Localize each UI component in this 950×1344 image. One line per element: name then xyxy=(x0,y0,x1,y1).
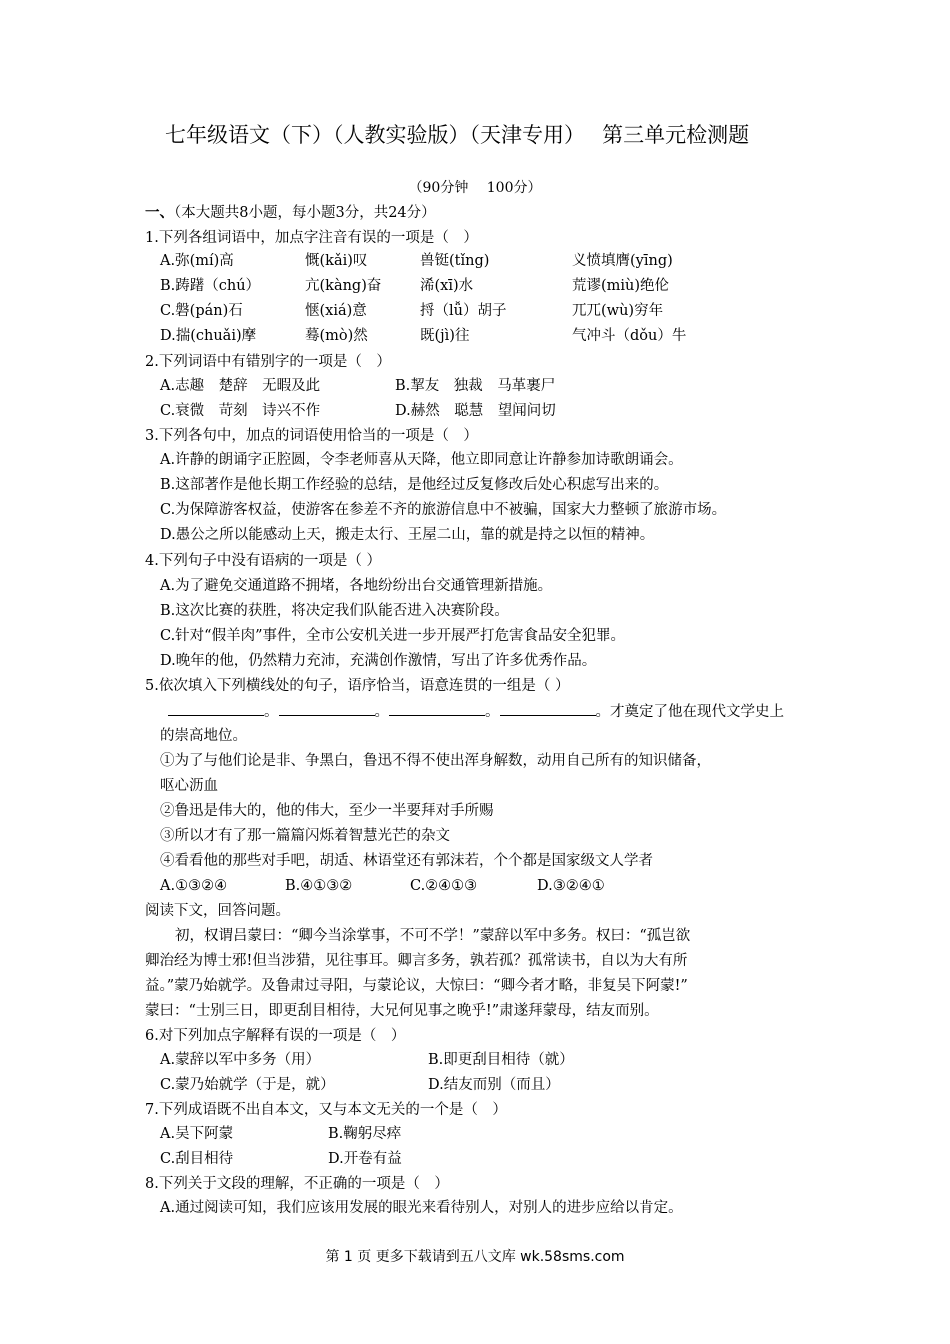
q5-item-4: ④看看他的那些对手吧，胡适、林语堂还有郭沫若，个个都是国家级文人学者 xyxy=(160,853,653,869)
q7-option-a: A.吴下阿蒙 xyxy=(160,1126,234,1142)
q4-option-d: D.晚年的他，仍然精力充沛，充满创作激情，写出了许多优秀作品。 xyxy=(160,653,597,669)
q8-option-a: A.通过阅读可知，我们应该用发展的眼光来看待别人，对别人的进步应给以肯定。 xyxy=(160,1200,683,1216)
section-number: 一、 xyxy=(145,204,174,221)
q5-item-3: ③所以才有了那一篇篇闪烁着智慧光芒的杂文 xyxy=(160,828,450,844)
q1-option-b3: 浠(xī)水 xyxy=(420,278,474,294)
passage-line-4: 蒙曰：“士别三日，即更刮目相待，大兄何见事之晚乎!”肃遂拜蒙母，结友而别。 xyxy=(145,1003,659,1019)
q1-option-c4: 兀兀(wù)穷年 xyxy=(572,303,664,319)
q5-choice-b: B.④①③② xyxy=(285,878,353,894)
q1-option-c1: C.磐(pán)石 xyxy=(160,303,243,319)
q2-option-b: B.挈友 独裁 马革裹尸 xyxy=(395,378,556,394)
blank-tail-text: 。才奠定了他在现代文学史上 xyxy=(595,704,784,720)
q5-item-1: ①为了与他们论是非、争黑白，鲁迅不得不使出浑身解数，动用自己所有的知识储备， xyxy=(160,753,711,769)
question-2-stem: 2.下列词语中有错别字的一项是（ ） xyxy=(145,354,391,370)
q5-choice-a: A.①③②④ xyxy=(160,878,228,894)
q6-option-d: D.结友而别（而且） xyxy=(428,1077,560,1093)
section-heading xyxy=(145,203,436,223)
question-4-stem: 4.下列句子中没有语病的一项是（ ） xyxy=(145,553,381,569)
q1-option-a4: 义愤填膺(yīng) xyxy=(572,253,673,269)
q1-option-d4: 气冲斗（dǒu）牛 xyxy=(572,328,687,344)
q3-option-c: C.为保障游客权益，使游客在参差不齐的旅游信息中不被骗，国家大力整顿了旅游市场。 xyxy=(160,502,727,518)
blank-separator: 。 xyxy=(264,704,279,720)
q4-option-b: B.这次比赛的获胜，将决定我们队能否进入决赛阶段。 xyxy=(160,603,509,619)
question-3-stem: 3.下列各句中，加点的词语使用恰当的一项是（ ） xyxy=(145,428,478,444)
blank-separator: 。 xyxy=(374,704,389,720)
q5-tail-continuation: 的崇高地位。 xyxy=(160,728,247,744)
q1-option-a3: 兽铤(tǐng) xyxy=(420,253,490,269)
q6-option-c: C.蒙乃始就学（于是，就） xyxy=(160,1077,335,1093)
q5-item-2: ②鲁迅是伟大的，他的伟大，至少一半要拜对手所赐 xyxy=(160,803,494,819)
q5-item-1-continued: 呕心沥血 xyxy=(160,778,218,794)
passage-line-1: 初，权谓吕蒙曰：“卿今当涂掌事，不可不学！”蒙辞以军中多务。权曰：“孤岂欲 xyxy=(175,928,691,944)
q1-option-c2: 惬(xiá)意 xyxy=(305,303,367,319)
page-footer: 第 1 页 更多下载请到五八文库 wk.58sms.com xyxy=(325,1249,625,1265)
q3-option-b: B.这部著作是他长期工作经验的总结，是他经过反复修改后处心积虑写出来的。 xyxy=(160,477,669,493)
q2-option-d: D.赫然 聪慧 望闻问切 xyxy=(395,403,556,419)
section-description: （本大题共8小题，每小题3分，共24分） xyxy=(174,205,436,221)
q3-option-d: D.愚公之所以能感动上天，搬走太行、王屋二山，靠的就是持之以恒的精神。 xyxy=(160,527,655,543)
q4-option-a: A.为了避免交通道路不拥堵，各地纷纷出台交通管理新措施。 xyxy=(160,578,553,594)
q1-option-d2: 蓦(mò)然 xyxy=(305,328,368,344)
q1-option-b4: 荒谬(miù)绝伦 xyxy=(572,278,670,294)
reading-intro: 阅读下文，回答问题。 xyxy=(145,903,290,919)
q5-choice-c: C.②④①③ xyxy=(410,878,478,894)
q1-option-a1: A.弥(mí)高 xyxy=(160,253,234,269)
page-subtitle: （90分钟 100分） xyxy=(408,180,542,196)
answer-blank-3 xyxy=(389,701,485,716)
question-6-stem: 6.对下列加点字解释有误的一项是（ ） xyxy=(145,1028,406,1044)
answer-blank-1 xyxy=(168,701,264,716)
q1-option-a2: 慨(kǎi)叹 xyxy=(305,253,368,269)
question-7-stem: 7.下列成语既不出自本文，又与本文无关的一个是（ ） xyxy=(145,1102,507,1118)
blank-separator: 。 xyxy=(485,704,500,720)
answer-blank-4 xyxy=(500,701,596,716)
page-title: 七年级语文（下）（人教实验版）（天津专用） 第三单元检测题 xyxy=(165,123,750,147)
q2-option-a: A.志趣 楚辞 无暇及此 xyxy=(160,378,321,394)
q7-option-c: C.刮目相待 xyxy=(160,1151,234,1167)
q1-option-d1: D.揣(chuǎi)摩 xyxy=(160,328,257,344)
q3-option-a: A.许静的朗诵字正腔圆，令李老师喜从天降，他立即同意让许静参加诗歌朗诵会。 xyxy=(160,452,683,468)
q6-option-b: B.即更刮目相待（就） xyxy=(428,1052,574,1068)
q1-option-b2: 亢(kàng)奋 xyxy=(305,278,382,294)
question-8-stem: 8.下列关于文段的理解，不正确的一项是（ ） xyxy=(145,1176,449,1192)
question-1-stem: 1.下列各组词语中，加点字注音有误的一项是（ ） xyxy=(145,230,478,246)
q7-option-d: D.开卷有益 xyxy=(328,1151,402,1167)
q1-option-d3: 既(jì)往 xyxy=(420,328,470,344)
q1-option-c3: 捋（lǚ）胡子 xyxy=(420,303,507,319)
q5-blanks-line xyxy=(168,701,784,722)
passage-line-2: 卿治经为博士邪!但当涉猎，见往事耳。卿言多务，孰若孤？孤常读书，自以为大有所 xyxy=(145,953,688,969)
q1-option-b1: B.踌躇（chú） xyxy=(160,278,261,294)
answer-blank-2 xyxy=(279,701,375,716)
q7-option-b: B.鞠躬尽瘁 xyxy=(328,1126,402,1142)
q2-option-c: C.衰微 苛刻 诗兴不作 xyxy=(160,403,321,419)
question-5-stem: 5.依次填入下列横线处的句子，语序恰当，语意连贯的一组是（ ） xyxy=(145,678,570,694)
q6-option-a: A.蒙辞以军中多务（用） xyxy=(160,1052,321,1068)
q4-option-c: C.针对“假羊肉”事件，全市公安机关进一步开展严打危害食品安全犯罪。 xyxy=(160,628,626,644)
q5-choice-d: D.③②④① xyxy=(537,878,605,894)
passage-line-3: 益。”蒙乃始就学。及鲁肃过寻阳，与蒙论议，大惊曰：“卿今者才略，非复吴下阿蒙!” xyxy=(145,978,688,994)
